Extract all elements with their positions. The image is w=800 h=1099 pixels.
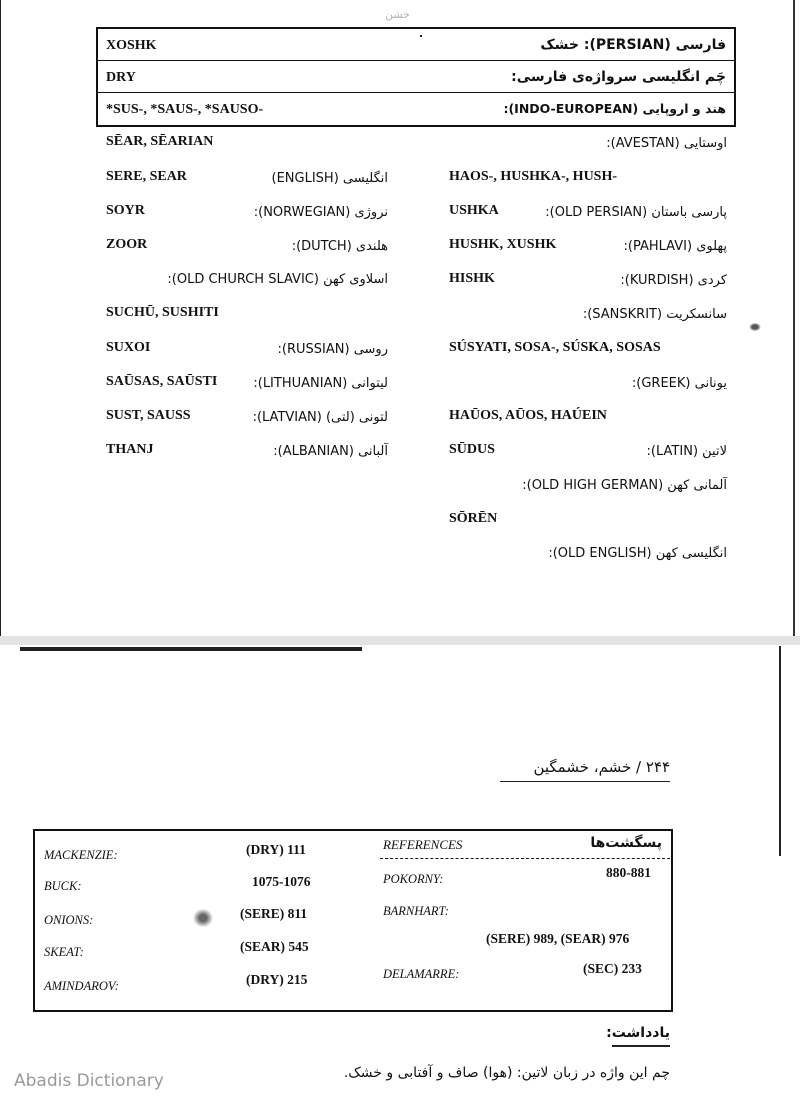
lithuanian-lang: لیتوانی (LITHUANIAN): [253, 376, 388, 391]
russian-lang: روسی (RUSSIAN): [277, 342, 388, 357]
references-box [33, 829, 673, 1012]
dutch-lang: هلندی (DUTCH): [291, 239, 388, 254]
avestan-value: SĒAR, SĒARIAN [106, 134, 214, 149]
ref-mackenzie-value: (DRY) 111 [246, 842, 306, 857]
ref-delamarre-value: (SEC) 233 [583, 961, 642, 976]
english-lang: انگلیسی (ENGLISH) [271, 171, 388, 186]
indo-european-label: هند و اروپایی (INDO-EUROPEAN): [503, 101, 726, 116]
footer-watermark: Abadis Dictionary [14, 1071, 164, 1091]
references-title-en: REFERENCES [383, 837, 463, 852]
references-title-fa: پسگشت‌ها [590, 835, 662, 851]
ref-pokorny-name: POKORNY: [383, 872, 444, 886]
pahlavi-lang: پهلوی (PAHLAVI): [623, 239, 727, 254]
ref-amindarov-name: AMINDAROV: [44, 979, 119, 993]
avestan-lang: اوستایی (AVESTAN): [606, 136, 727, 151]
ref-delamarre-name: DELAMARRE: [383, 967, 460, 981]
page-gap [0, 636, 800, 645]
old-persian-lang: پارسی باستان (OLD PERSIAN): [545, 205, 727, 220]
dutch-value: ZOOR [106, 237, 148, 252]
indo-european-root: *SUS-, *SAUS-, *SAUSO- [106, 102, 264, 117]
church-slavic-value: SUCHŪ, SUSHITI [106, 305, 219, 320]
header-row-indo-european [98, 93, 734, 125]
top-watermark: خشن [385, 8, 410, 21]
scan-speckle [748, 322, 762, 332]
lithuanian-value: SAŪSAS, SAŪSTI [106, 374, 218, 389]
greek-lang: یونانی (GREEK): [631, 376, 727, 391]
ref-barnhart-name: BARNHART: [383, 904, 449, 918]
note-text: چم این واژه در زبان لاتین: (هوا) صاف و آفتابی و خشک. [343, 1065, 670, 1081]
greek-value: HAŪOS, AŪOS, HAÚEIN [449, 408, 607, 423]
english-label: چَم انگلیسی سرواژه‌ی فارسی: [511, 69, 726, 85]
latin-lang: لاتین (LATIN): [646, 444, 727, 459]
references-dashed-line [380, 858, 670, 859]
norwegian-lang: نروژی (NORWEGIAN): [253, 205, 388, 220]
sanskrit-value: SÚSYATI, SOSA-, SÚSKA, SOSAS [449, 340, 661, 355]
old-english-lang: انگلیسی کهن (OLD ENGLISH): [548, 546, 727, 561]
ref-onions-name: ONIONS: [44, 913, 94, 927]
top-page-underline [20, 647, 362, 651]
persian-label: فارسی (PERSIAN): خشک [540, 37, 726, 53]
church-slavic-lang: اسلاوی کهن (OLD CHURCH SLAVIC): [167, 272, 388, 287]
old-high-german-value: SŌRĒN [449, 511, 498, 526]
title-rule [500, 781, 670, 782]
note-heading: یادداشت: [606, 1025, 670, 1041]
albanian-value: THANJ [106, 442, 154, 457]
ref-buck-name: BUCK: [44, 879, 82, 893]
kurdish-lang: کردی (KURDISH): [620, 273, 727, 288]
russian-value: SUXOI [106, 340, 151, 355]
latvian-lang: لتونی (لتی) (LATVIAN): [252, 410, 388, 425]
scan-speckle-2 [190, 906, 216, 930]
kurdish-value: HISHK [449, 271, 495, 286]
ref-skeat-name: SKEAT: [44, 945, 84, 959]
latin-value: SŪDUS [449, 442, 495, 457]
ref-barnhart-value: (SERE) 989, (SEAR) 976 [486, 931, 630, 946]
header-row-persian [98, 29, 734, 61]
old-persian-value: USHKA [449, 203, 499, 218]
albanian-lang: آلبانی (ALBANIAN): [273, 444, 388, 459]
pahlavi-value: HUSHK, XUSHK [449, 237, 557, 252]
page-title: ۲۴۴ / خشم، خشمگین [533, 758, 670, 776]
lower-page-edge [779, 646, 781, 856]
etymology-header-table [96, 27, 736, 127]
persian-transliteration: XOSHK [106, 38, 157, 53]
norwegian-value: SOYR [106, 203, 145, 218]
latvian-value: SUST, SAUSS [106, 408, 191, 423]
ref-mackenzie-name: MACKENZIE: [44, 848, 118, 862]
ref-skeat-value: (SEAR) 545 [240, 939, 309, 954]
note-heading-underline [612, 1045, 670, 1047]
english-headword: DRY [106, 70, 136, 85]
ref-buck-value: 1075-1076 [252, 874, 311, 889]
english-value: SERE, SEAR [106, 169, 187, 184]
sanskrit-lang: سانسکریت (SANSKRIT): [582, 307, 727, 322]
old-high-german-lang: آلمانی کهن (OLD HIGH GERMAN): [522, 478, 727, 493]
header-row-english [98, 61, 734, 93]
ref-amindarov-value: (DRY) 215 [246, 972, 308, 987]
ref-pokorny-value: 880-881 [606, 865, 651, 880]
avestan-forms-value: HAOS-, HUSHKA-, HUSH- [449, 169, 618, 184]
ref-onions-value: (SERE) 811 [240, 906, 308, 921]
